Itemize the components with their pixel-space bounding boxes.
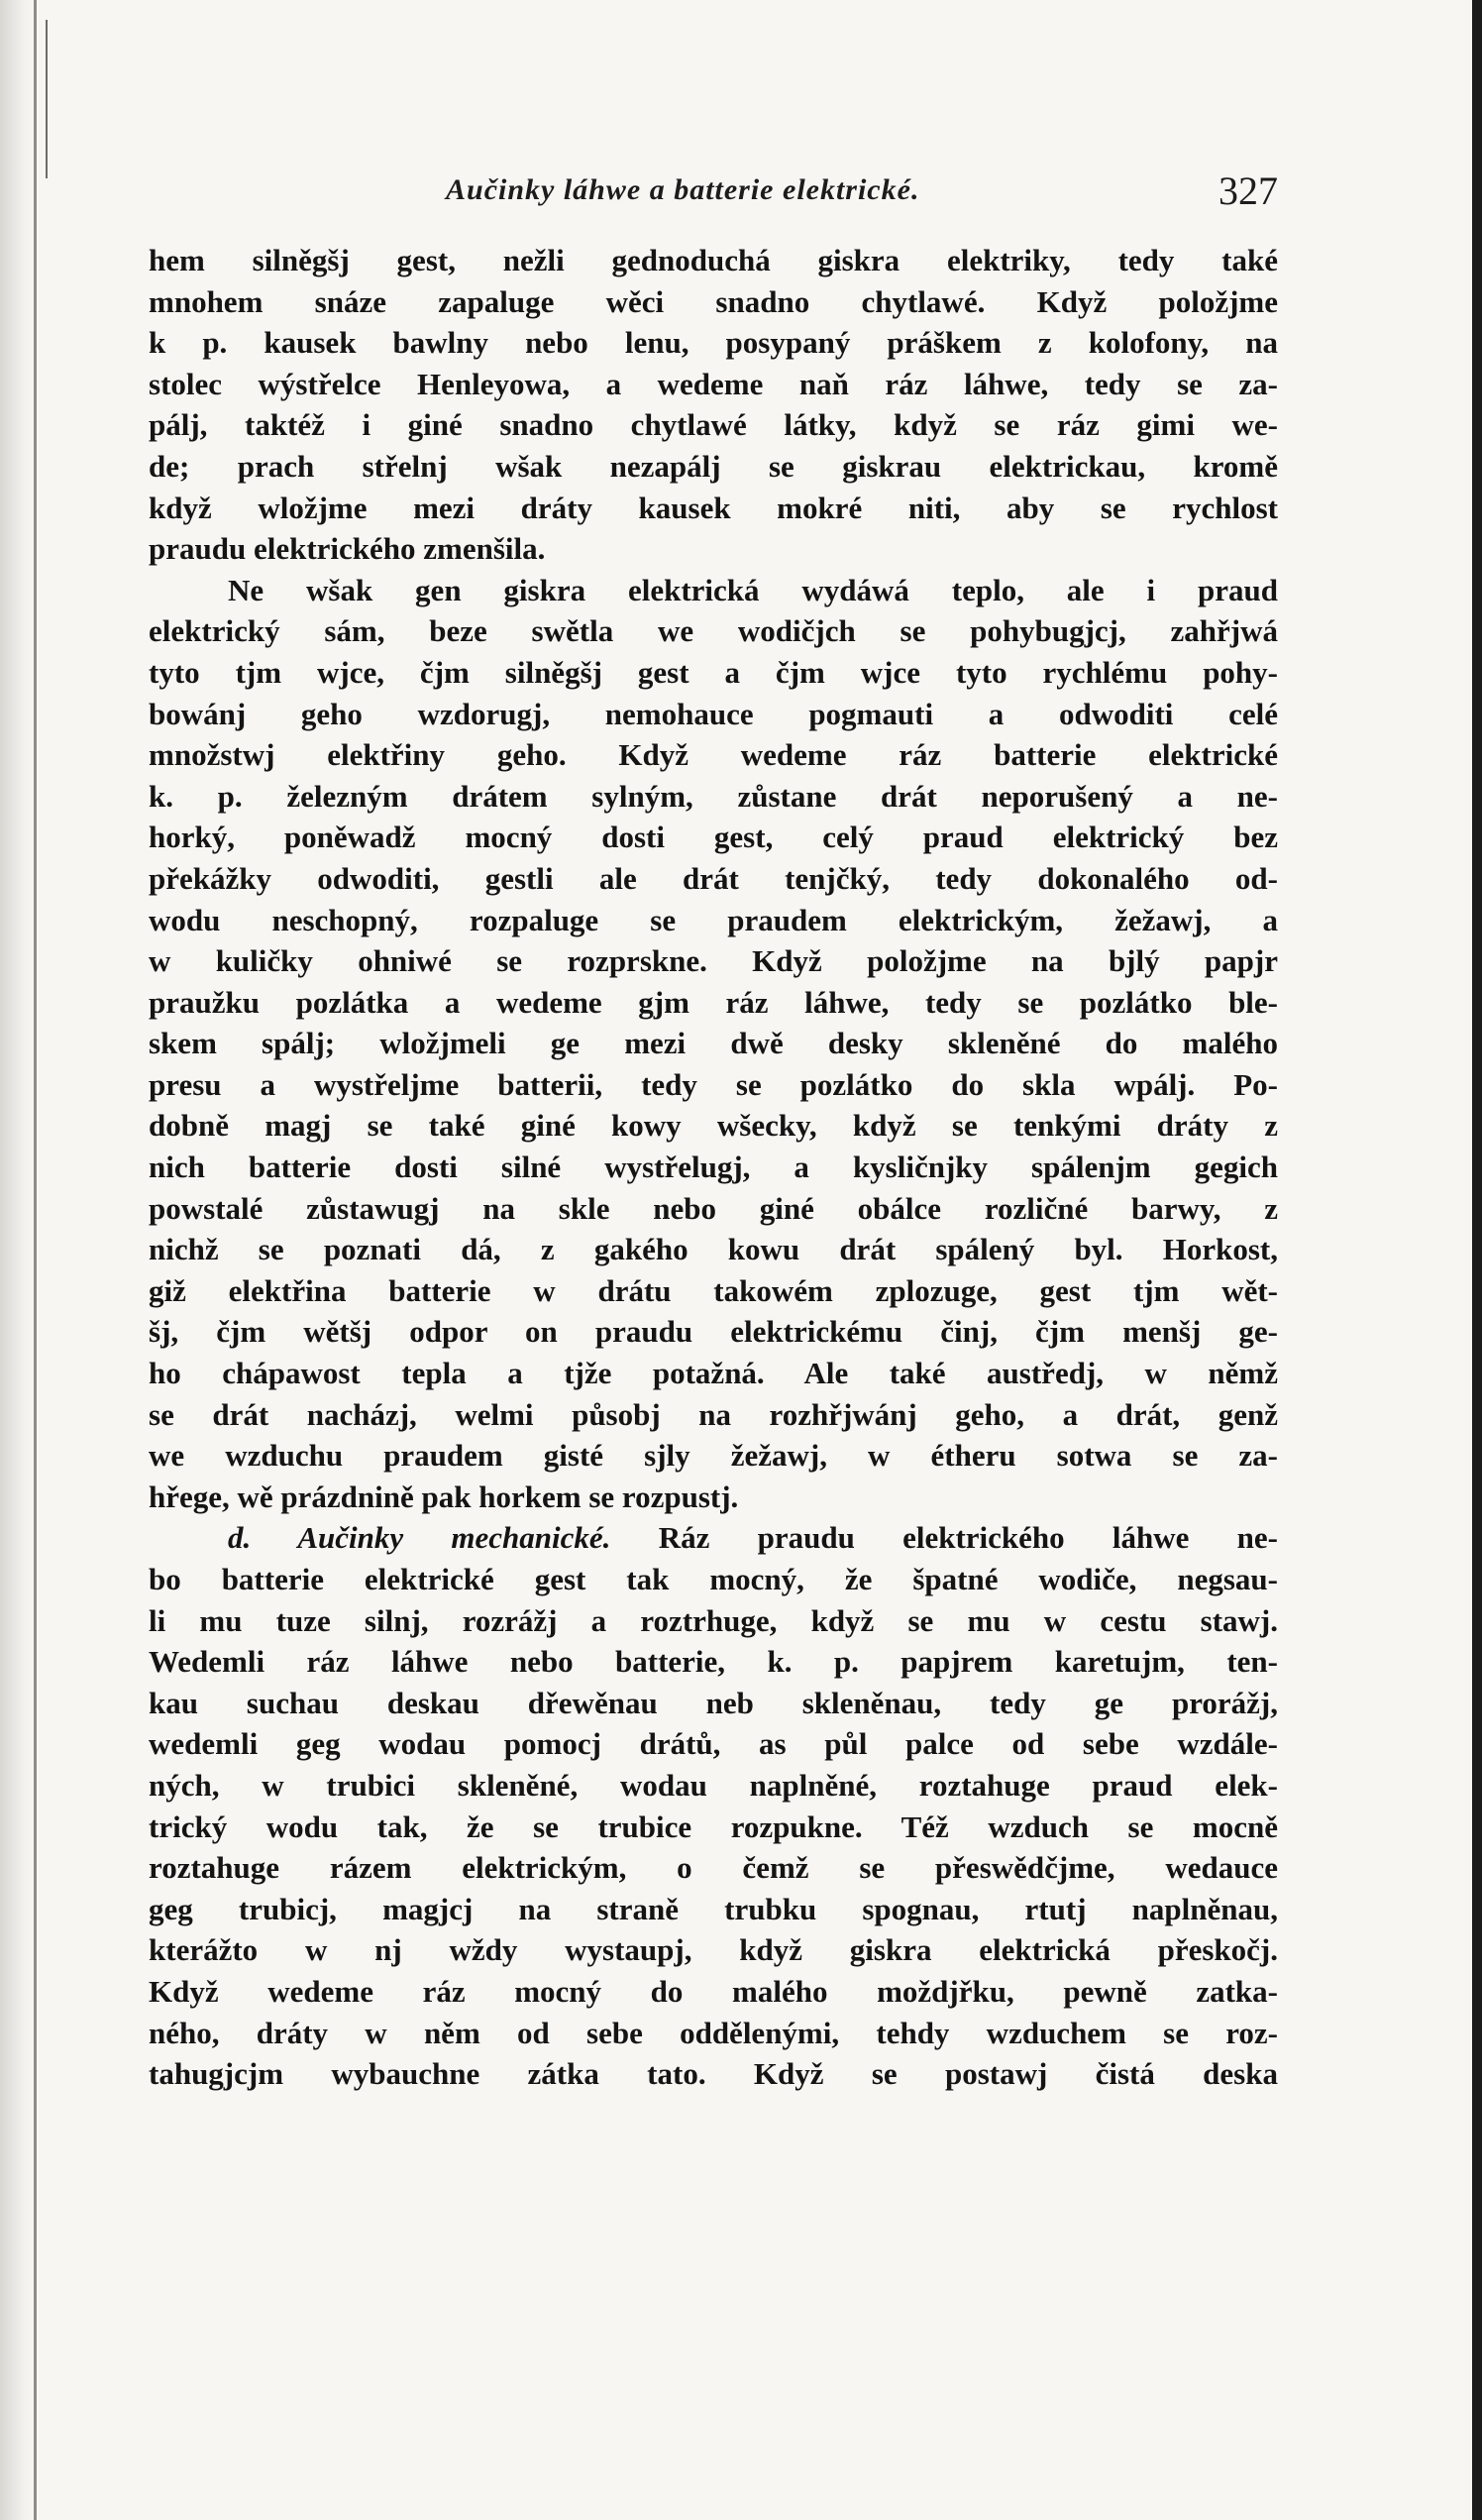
text-line: šj, čjm wětšj odpor on praudu elektrickému činj, čjm menšj ge- bbox=[149, 1314, 1278, 1350]
text-line: nichž se poznati dá, z gakého kowu drát spálený byl. Horkost, bbox=[149, 1232, 1278, 1267]
page-number: 327 bbox=[1218, 168, 1278, 213]
text-line: pálj, taktéž i giné snadno chytlawé látky, když se ráz gimi we- bbox=[149, 407, 1278, 443]
text-line: když wložjme mezi dráty kausek mokré niti, aby se rychlost bbox=[149, 490, 1278, 525]
text-line: wedemli geg wodau pomocj drátů, as půl palce od sebe wzdále- bbox=[149, 1726, 1278, 1762]
text-line: horký, poněwadž mocný dosti gest, celý praud elektrický bez bbox=[149, 820, 1278, 855]
text-line: wodu neschopný, rozpaluge se praudem elektrickým, žežawj, a bbox=[149, 902, 1278, 937]
text-line: stolec wýstřelce Henleyowa, a wedeme naň ráz láhwe, tedy se za- bbox=[149, 366, 1278, 401]
text-line: elektrický sám, beze swětla we wodičjch se pohybugjcj, zahřjwá bbox=[149, 613, 1278, 649]
text-line: Když wedeme ráz mocný do malého moždjřku, pewně zatka- bbox=[149, 1973, 1278, 2009]
text-line: hřege, wě prázdnině pak horkem se rozpustj. bbox=[149, 1479, 739, 1514]
text-line: k p. kausek bawlny nebo lenu, posypaný práškem z kolofony, na bbox=[149, 325, 1278, 361]
text-line: li mu tuze silnj, rozrážj a roztrhuge, když se mu w cestu stawj. bbox=[149, 1602, 1278, 1638]
text-line: bowánj geho wzdorugj, nemohauce pogmauti a odwoditi celé bbox=[149, 696, 1278, 731]
text-line: množstwj elektřiny geho. Když wedeme ráz batterie elektrické bbox=[149, 737, 1278, 773]
section-first-line: Ráz praudu elektrického láhwe ne- bbox=[658, 1520, 1279, 1556]
text-line: presu a wystřeljme batterii, tedy se pozlátko do skla wpálj. Po- bbox=[149, 1066, 1278, 1102]
text-line: trický wodu tak, že se trubice rozpukne. Též wzduch se mocně bbox=[149, 1808, 1278, 1844]
text-line: skem spálj; wložjmeli ge mezi dwě desky skleněné do malého bbox=[149, 1026, 1278, 1061]
text-line: bo batterie elektrické gest tak mocný, že špatné wodiče, negsau- bbox=[149, 1562, 1278, 1596]
page-gutter-mark bbox=[46, 20, 48, 178]
text-line: de; prach střelnj wšak nezapálj se giskrau elektrickau, kromě bbox=[149, 448, 1278, 484]
text-line: ných, w trubici skleněné, wodau naplněné, roztahuge praud elek- bbox=[149, 1767, 1278, 1803]
text-line: se drát nacházj, welmi působj na rozhřjwánj geho, a drát, genž bbox=[149, 1396, 1278, 1432]
text-line: geg trubicj, magjcj na straně trubku spognau, rtutj naplněnau, bbox=[149, 1891, 1278, 1926]
text-line: powstalé zůstawugj na skle nebo giné obálce rozličné barwy, z bbox=[149, 1190, 1278, 1226]
text-line: kau suchau deskau dřewěnau neb skleněnau, tedy ge prorážj, bbox=[149, 1685, 1278, 1720]
text-line: k. p. železným drátem sylným, zůstane drát neporušený a ne- bbox=[149, 778, 1278, 814]
page-header bbox=[149, 164, 1278, 223]
text-line: hem silněgšj gest, nežli gednoduchá giskra elektriky, tedy také bbox=[149, 243, 1278, 277]
text-line: tyto tjm wjce, čjm silněgšj gest a čjm wjce tyto rychlému pohy- bbox=[149, 654, 1278, 690]
text-line: praudu elektrického zmenšila. bbox=[149, 531, 546, 567]
text-line: ného, dráty w něm od sebe oddělenými, tehdy wzduchem se roz- bbox=[149, 2015, 1278, 2050]
text-line: praužku pozlátka a wedeme gjm ráz láhwe, tedy se pozlátko ble- bbox=[149, 984, 1278, 1020]
text-line: ho chápawost tepla a tjže potažná. Ale také austředj, w němž bbox=[149, 1356, 1278, 1391]
body-text bbox=[149, 240, 1278, 2095]
text-line: Ne wšak gen giskra elektrická wydáwá teplo, ale i praud bbox=[228, 572, 1278, 607]
text-line bbox=[149, 1517, 1278, 1559]
text-line: překážky odwoditi, gestli ale drát tenjčký, tedy dokonalého od- bbox=[149, 860, 1278, 896]
running-title: Aučinky láhwe a batterie elektrické. bbox=[446, 173, 920, 206]
text-line: nich batterie dosti silné wystřelugj, a kysličnjky spálenjm gegich bbox=[149, 1150, 1278, 1185]
text-line: tahugjcjm wybauchne zátka tato. Když se postawj čistá deska bbox=[149, 2056, 1278, 2092]
text-line: dobně magj se také giné kowy wšecky, když se tenkými dráty z bbox=[149, 1108, 1278, 1144]
text-line: w kuličky ohniwé se rozprskne. Když položjme na bjlý papjr bbox=[149, 943, 1278, 979]
section-heading: d. Aučinky mechanické. bbox=[228, 1520, 611, 1556]
text-line: giž elektřina batterie w drátu takowém zplozuge, gest tjm wět- bbox=[149, 1272, 1278, 1308]
page-binding-shadow bbox=[0, 0, 34, 2520]
text-line: mnohem snáze zapaluge wěci snadno chytlawé. Když položjme bbox=[149, 283, 1278, 319]
text-line: we wzduchu praudem gisté sjly žežawj, w étheru sotwa se za- bbox=[149, 1438, 1278, 1474]
text-line: kterážto w nj wždy wystaupj, když giskra elektrická přeskočj. bbox=[149, 1932, 1278, 1968]
page-gutter-line bbox=[34, 0, 37, 2520]
text-line: Wedemli ráz láhwe nebo batterie, k. p. papjrem karetujm, ten- bbox=[149, 1644, 1278, 1680]
text-line: roztahuge rázem elektrickým, o čemž se přeswědčjme, wedauce bbox=[149, 1850, 1278, 1886]
